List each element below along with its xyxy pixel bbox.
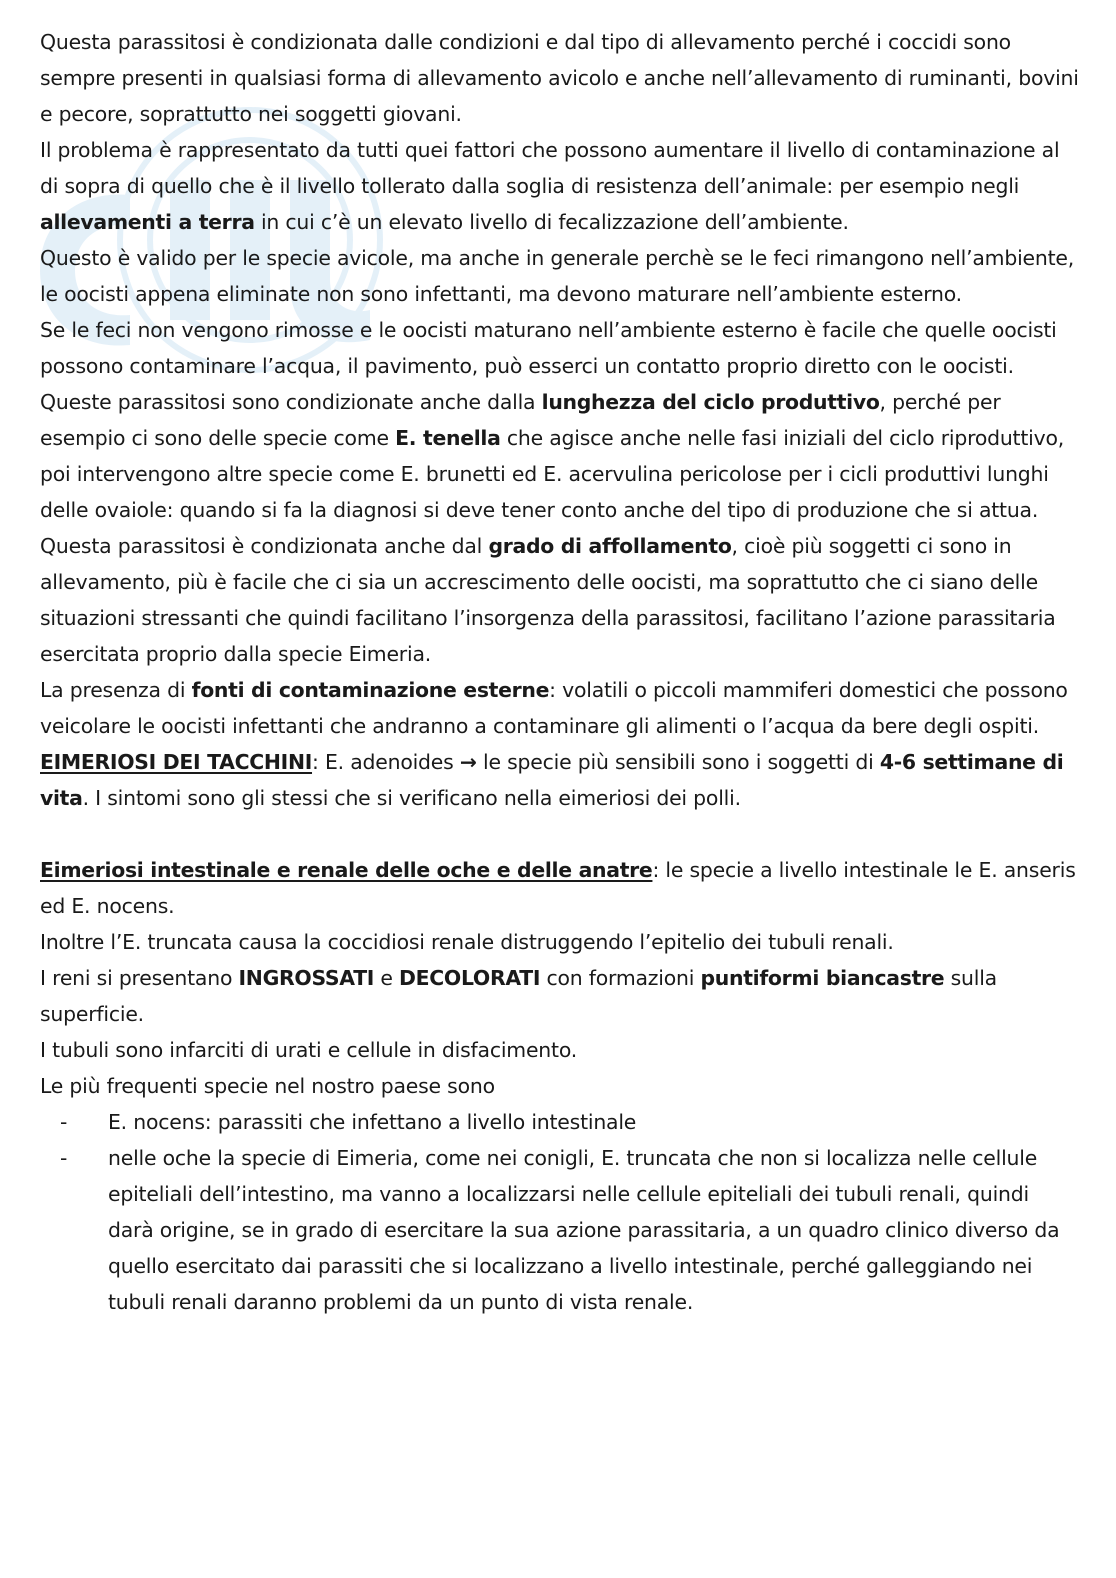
- paragraph-6: Questa parassitosi è condizionata anche dal grado di affollamento, cioè più soggetti ci sono in allevamento, più è facile che ci sia un accrescimento delle oocisti, ma soprattutto che ci siano delle situazioni stressanti che quindi facilitano l’insorgenza della parassitosi, facilitano l’azione parassitaria esercitata proprio dalla specie Eimeria.: [40, 534, 1056, 666]
- bold-term: puntiformi biancastre: [700, 966, 945, 990]
- paragraph-2: Il problema è rappresentato da tutti quei fattori che possono aumentare il livello di contaminazione al di sopra di quello che è il livello tollerato dalla soglia di resistenza dell’animale: per esempio negli allevamenti a terra in cui c’è un elevato livello di fecalizzazione dell’ambiente.: [40, 138, 1060, 234]
- list-item: - nelle oche la specie di Eimeria, come nei conigli, E. truncata che non si localizza nelle cellule epiteliali dell’intestino, ma vanno a localizzarsi nelle cellule epiteliali dei tubuli renali, quindi darà origine, se in grado di esercitare la sua azione parassitaria, a un quadro clinico diverso da quello esercitato dai parassiti che si localizzano a livello intestinale, perché galleggiando nei tubuli renali daranno problemi da un punto di vista renale.: [40, 1140, 1080, 1320]
- species-list: [40, 1104, 1080, 1320]
- dash-bullet: -: [60, 1146, 68, 1170]
- paragraph-9: Eimeriosi intestinale e renale delle oche e delle anatre: le specie a livello intestinale le E. anseris ed E. nocens.: [40, 858, 1076, 918]
- bold-term: allevamenti a terra: [40, 210, 255, 234]
- document-body: [40, 24, 1080, 1320]
- bold-term: 4-6 settimane di vita: [40, 750, 1064, 810]
- bold-term: DECOLORATI: [399, 966, 541, 990]
- paragraph-1: Questa parassitosi è condizionata dalle condizioni e dal tipo di allevamento perché i coccidi sono sempre presenti in qualsiasi forma di allevamento avicolo e anche nell’allevamento di ruminanti, bovini e pecore, soprattutto nei soggetti giovani.: [40, 30, 1079, 126]
- dash-bullet: -: [60, 1110, 68, 1134]
- bold-term: fonti di contaminazione esterne: [191, 678, 550, 702]
- bold-term: lunghezza del ciclo produttivo: [541, 390, 880, 414]
- paragraph-11: I reni si presentano INGROSSATI e DECOLORATI con formazioni puntiformi biancastre sulla superficie.: [40, 966, 997, 1026]
- paragraph-4: Se le feci non vengono rimosse e le oocisti maturano nell’ambiente esterno è facile che quelle oocisti possono contaminare l’acqua, il pavimento, può esserci un contatto proprio diretto con le oocisti.: [40, 318, 1057, 378]
- bold-term: grado di affollamento: [488, 534, 732, 558]
- paragraph-5: Queste parassitosi sono condizionate anche dalla lunghezza del ciclo produttivo, perché per esempio ci sono delle specie come E. tenella che agisce anche nelle fasi iniziali del ciclo riproduttivo, poi intervengono altre specie come E. brunetti ed E. acervulina pericolose per i cicli produttivi lunghi delle ovaiole: quando si fa la diagnosi si deve tener conto anche del tipo di produzione che si attua.: [40, 390, 1065, 522]
- bold-term: E. tenella: [395, 426, 501, 450]
- blank-line: [40, 816, 1080, 852]
- bold-term: INGROSSATI: [238, 966, 375, 990]
- list-item: - E. nocens: parassiti che infettano a livello intestinale: [40, 1104, 1080, 1140]
- paragraph-7: La presenza di fonti di contaminazione esterne: volatili o piccoli mammiferi domestici che possono veicolare le oocisti infettanti che andranno a contaminare gli alimenti o l’acqua da bere degli ospiti.: [40, 678, 1068, 738]
- paragraph-10: Inoltre l’E. truncata causa la coccidiosi renale distruggendo l’epitelio dei tubuli renali.: [40, 930, 894, 954]
- arrow-right-icon: →: [459, 750, 477, 774]
- paragraph-12: I tubuli sono infarciti di urati e cellule in disfacimento.: [40, 1038, 578, 1062]
- paragraph-8: EIMERIOSI DEI TACCHINI: E. adenoides → le specie più sensibili sono i soggetti di 4-6 settimane di vita. I sintomi sono gli stessi che si verificano nella eimeriosi dei polli.: [40, 750, 1064, 810]
- paragraph-13: Le più frequenti specie nel nostro paese sono: [40, 1074, 495, 1098]
- section-heading-tacchini: EIMERIOSI DEI TACCHINI: [40, 750, 313, 774]
- section-heading-oche-anatre: Eimeriosi intestinale e renale delle oche e delle anatre: [40, 858, 653, 882]
- paragraph-3: Questo è valido per le specie avicole, ma anche in generale perchè se le feci rimangono nell’ambiente, le oocisti appena eliminate non sono infettanti, ma devono maturare nell’ambiente esterno.: [40, 246, 1075, 306]
